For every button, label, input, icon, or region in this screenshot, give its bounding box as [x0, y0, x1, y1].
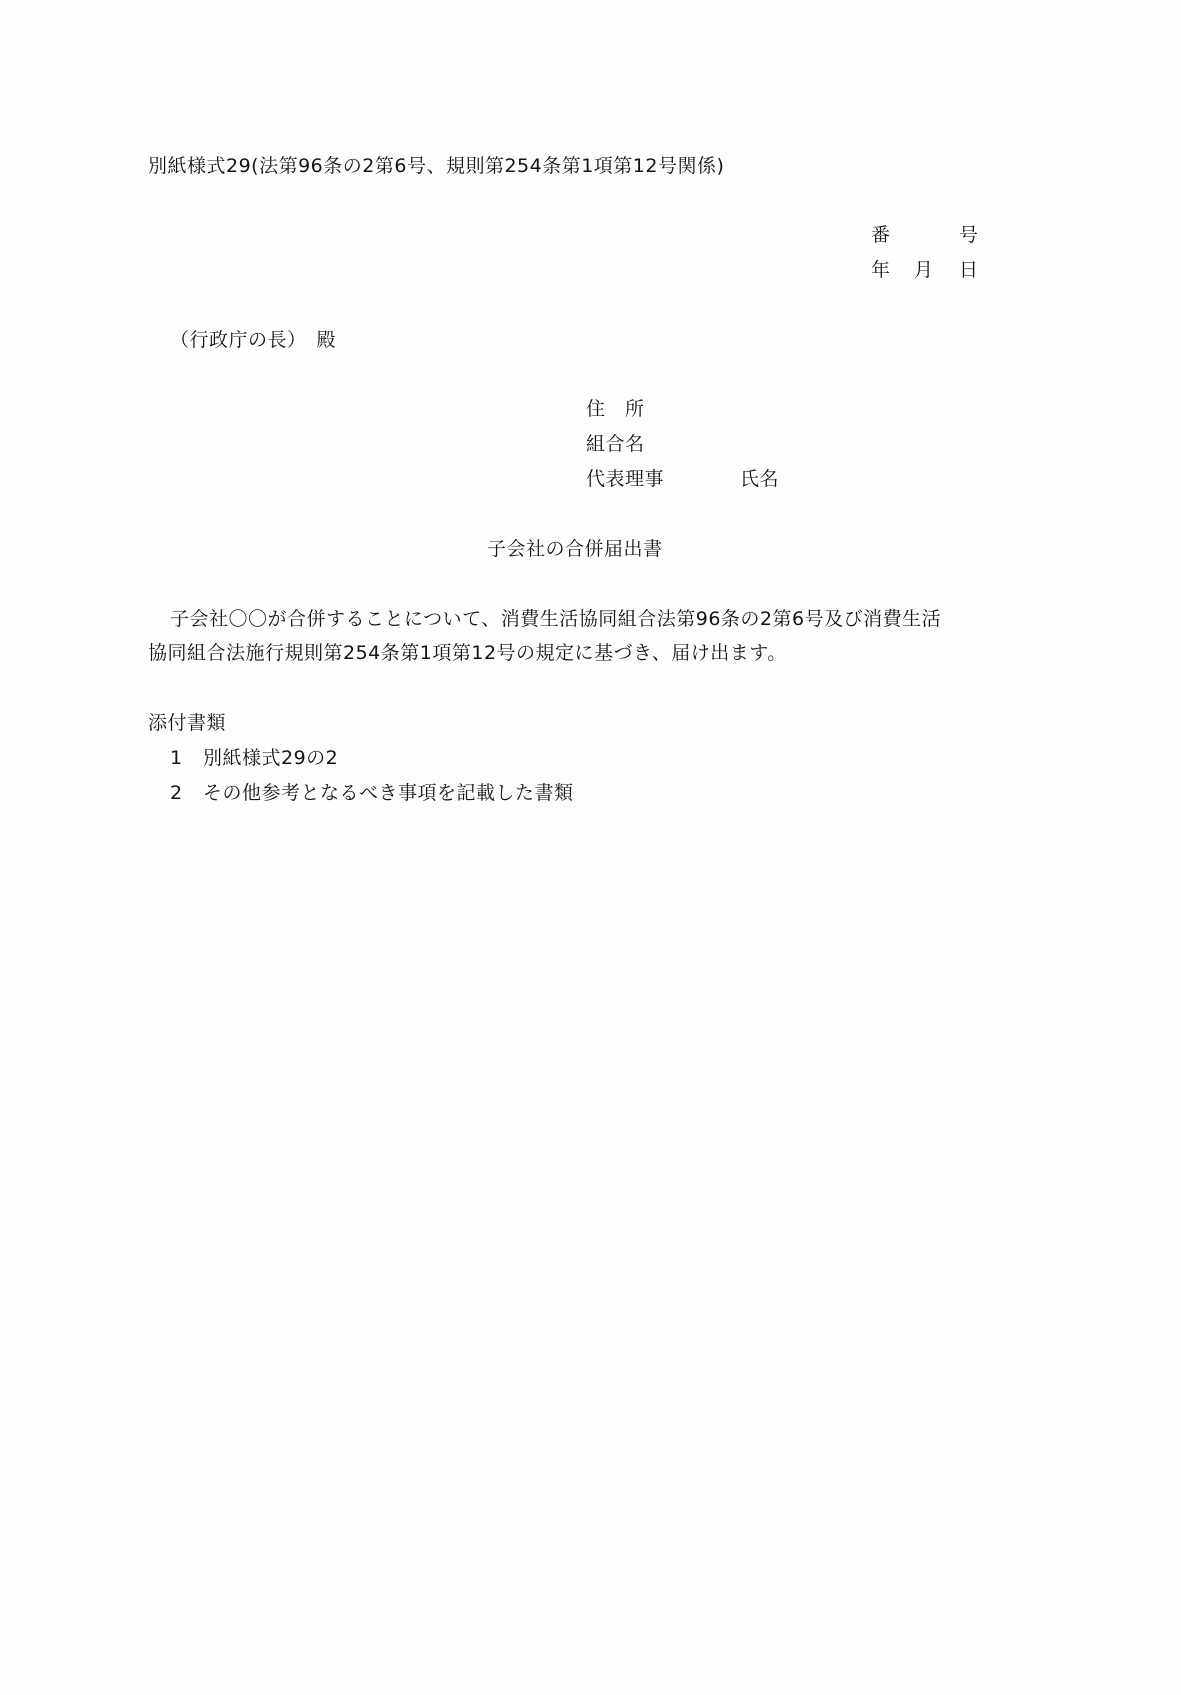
body-text-line-2: 協同組合法施行規則第254条第1項第12号の規定に基づき、届け出ます。 — [148, 642, 787, 664]
sender-rep-label: 代表理事 — [586, 468, 665, 490]
sender-address-label: 住 所 — [586, 398, 645, 420]
form-reference: 別紙様式29(法第96条の2第6号、規則第254条第1項第12号関係) — [148, 155, 725, 177]
attachment-item: その他参考となるべき事項を記載した書類 — [203, 782, 574, 804]
attachment-number: 1 — [170, 747, 183, 769]
body-text-line-1: 子会社〇〇が合併することについて、消費生活協同組合法第96条の2第6号及び消費生活 — [170, 608, 942, 630]
sender-org-label: 組合名 — [586, 433, 645, 455]
sender-name-label: 氏名 — [740, 468, 780, 490]
number-label: 番 — [871, 224, 891, 246]
attachments-heading: 添付書類 — [148, 712, 227, 734]
addressee: （行政庁の長） 殿 — [170, 329, 337, 351]
date-day-label: 日 — [959, 259, 979, 281]
document-title: 子会社の合併届出書 — [487, 538, 663, 560]
date-year-label: 年 — [871, 259, 891, 281]
number-suffix: 号 — [959, 224, 979, 246]
date-month-label: 月 — [914, 259, 934, 281]
attachment-number: 2 — [170, 782, 183, 804]
attachment-item: 別紙様式29の2 — [203, 747, 339, 769]
